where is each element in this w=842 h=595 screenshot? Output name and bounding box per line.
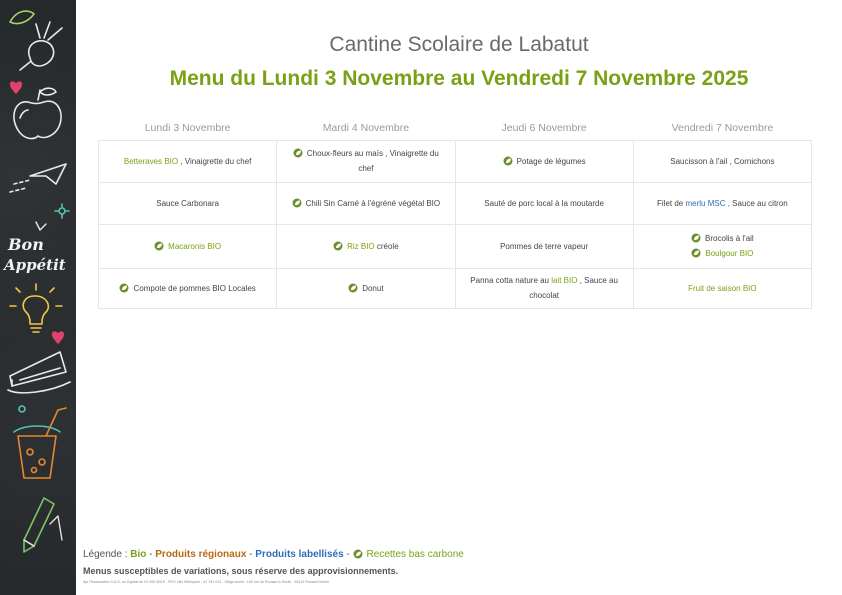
menu-cell — [633, 268, 811, 308]
low-carbon-icon — [348, 283, 358, 293]
menu-row-dessert — [99, 268, 812, 308]
menu-cell — [277, 268, 455, 308]
chalkboard-sidebar — [0, 0, 76, 595]
dish-name: Filet de — [657, 198, 686, 208]
dish-name: Donut — [362, 283, 384, 293]
legend-separator: - — [146, 549, 156, 560]
menu-cell — [99, 268, 277, 308]
dish-name: Saucisson à l'ail , Cornichons — [670, 156, 775, 166]
legend-separator: - — [343, 549, 353, 560]
day-header-row — [99, 116, 812, 140]
chalkboard-doodles — [0, 0, 76, 595]
paper-plane-doodle — [30, 164, 66, 184]
legend-regional: Produits régionaux — [155, 549, 247, 560]
menu-cell — [455, 140, 633, 182]
page-title: Cantine Scolaire de Labatut — [329, 33, 589, 56]
low-carbon-icon — [691, 248, 701, 258]
drink-doodle — [18, 436, 56, 478]
legend — [83, 549, 464, 560]
legal-notice: Api Restauration S.A.S. au Capital de 10 000 000 € - RCS Lille Métropole - 47 781 012 - Siège social : 183 rue de Ronsart à Seclin - 59113 Ronsart-Seclin — [83, 580, 329, 584]
menu-cell — [633, 140, 811, 182]
legend-prefix: Légende : — [83, 549, 131, 560]
dish-name: Brocolis à l'ail — [705, 234, 754, 243]
dish-name: Sauce Carbonara — [156, 198, 219, 208]
apple-doodle — [14, 101, 61, 138]
menu-week-title: Menu du Lundi 3 Novembre au Vendredi 7 Novembre 2025 — [169, 67, 749, 90]
menu-row-side — [99, 224, 812, 268]
menu-cell — [455, 268, 633, 308]
day-header: Jeudi 6 Novembre — [501, 121, 587, 134]
low-carbon-icon — [691, 233, 701, 243]
menu-row-starter — [99, 140, 812, 182]
radish-doodle — [29, 41, 54, 66]
dish-accompaniment: , Sauce au citron — [725, 198, 788, 208]
menu-cell — [455, 182, 633, 224]
dish-name: Potage de légumes — [516, 156, 586, 166]
low-carbon-icon — [353, 549, 363, 559]
dish-name: Panna cotta nature au — [470, 276, 552, 285]
legend-carbon: Recettes bas carbone — [366, 549, 464, 560]
day-header: Lundi 3 Novembre — [144, 121, 231, 134]
low-carbon-icon — [119, 283, 129, 293]
legend-separator: - — [246, 549, 256, 560]
menu-row-main — [99, 182, 812, 224]
dish-name: Chili Sin Carné à l'égréné végétal BIO — [305, 198, 441, 208]
day-header: Mardi 4 Novembre — [322, 121, 410, 134]
legend-bio: Bio — [130, 549, 147, 560]
menu-cell — [277, 182, 455, 224]
dish-name-bio: Riz BIO — [347, 241, 375, 251]
menu-cell — [455, 224, 633, 268]
dish-name-bio: Fruit de saison BIO — [688, 283, 757, 293]
low-carbon-icon — [154, 241, 164, 251]
dish-accompaniment: , Sauce au chocolat — [529, 276, 618, 300]
dish-accompaniment: créole — [374, 241, 399, 251]
menu-cell — [277, 224, 455, 268]
legend-labelled: Produits labellisés — [255, 549, 344, 560]
dish-name-bio: Betteraves BIO — [123, 156, 179, 166]
low-carbon-icon — [292, 198, 302, 208]
low-carbon-icon — [503, 156, 513, 166]
low-carbon-icon — [333, 241, 343, 251]
menu-cell — [633, 224, 811, 268]
menu-cell — [99, 182, 277, 224]
appetit-text: Appétit — [4, 256, 66, 274]
menu-cell — [99, 140, 277, 182]
leaf-doodle — [10, 11, 34, 24]
dish-name: Pommes de terre vapeur — [500, 241, 589, 251]
bon-text: Bon — [8, 235, 44, 254]
weekly-menu-table — [98, 116, 812, 309]
dish-name: Compote de pommes BIO Locales — [133, 283, 256, 293]
pencil-doodle — [24, 498, 54, 552]
dish-name-labelled: merlu MSC — [685, 198, 726, 208]
menu-cell — [99, 224, 277, 268]
dish-accompaniment: , Vinaigrette du chef — [178, 156, 252, 166]
dish-name: Sauté de porc local à la moutarde — [484, 198, 604, 208]
menu-cell — [277, 140, 455, 182]
day-header: Vendredi 7 Novembre — [671, 121, 774, 134]
dish-name-bio: Boulgour BIO — [705, 249, 754, 258]
lightbulb-doodle — [23, 296, 48, 324]
low-carbon-icon — [293, 148, 303, 158]
dish-name-bio: lait BIO — [551, 276, 578, 285]
disclaimer: Menus susceptibles de variations, sous réserve des approvisionnements. — [83, 566, 399, 576]
menu-cell — [633, 182, 811, 224]
dish-name: Choux-fleurs au maïs , Vinaigrette du chef — [306, 149, 439, 173]
dish-name-bio: Macaronis BIO — [168, 241, 222, 251]
